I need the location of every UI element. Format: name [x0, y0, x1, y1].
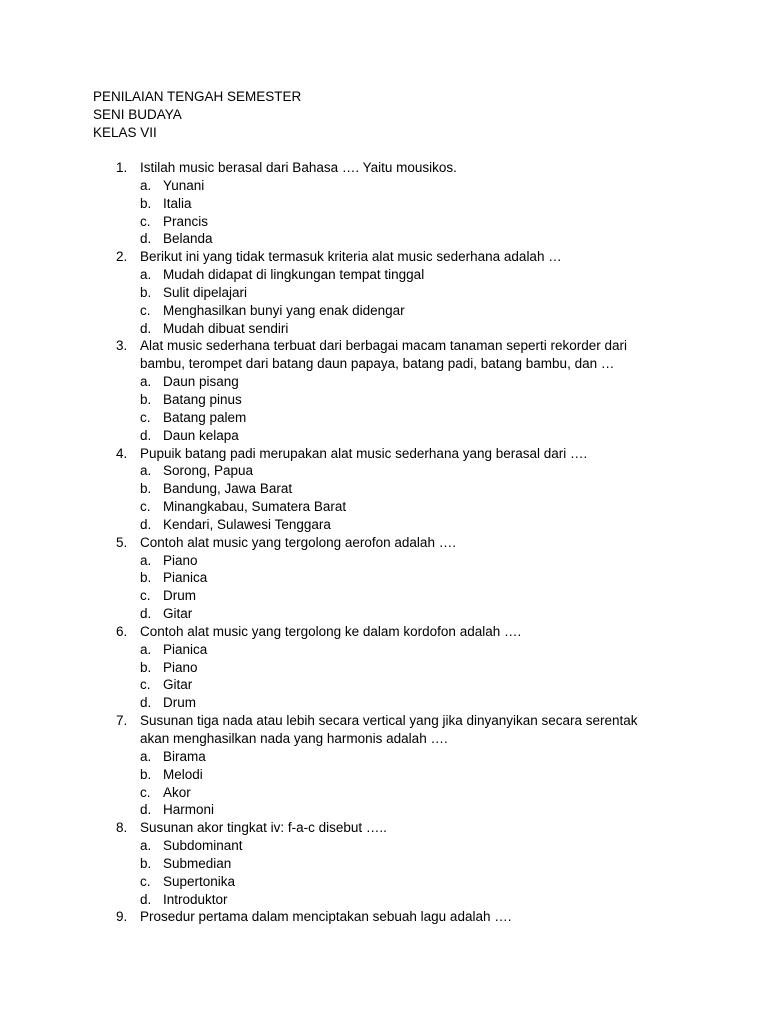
question-list	[0, 159, 768, 926]
question-text	[0, 623, 768, 641]
question-text	[0, 337, 768, 355]
option-text: Yunani	[163, 177, 205, 193]
option-letter: a.	[140, 641, 152, 657]
option-text: Piano	[163, 659, 198, 675]
answer-option	[0, 587, 768, 605]
answer-option	[0, 569, 768, 587]
option-letter: b.	[140, 391, 152, 407]
option-text: Submedian	[163, 855, 232, 871]
option-text: Batang palem	[163, 409, 247, 425]
option-letter: a.	[140, 463, 152, 479]
question-number: 5.	[116, 534, 128, 550]
answer-option	[0, 177, 768, 195]
option-letter: d.	[140, 231, 152, 247]
option-text: Akor	[163, 784, 191, 800]
answer-option	[0, 213, 768, 231]
option-letter: d.	[140, 891, 152, 907]
option-text: Daun kelapa	[163, 427, 239, 443]
option-letter: d.	[140, 695, 152, 711]
question-number: 3.	[116, 338, 128, 354]
question-line: akan menghasilkan nada yang harmonis adalah ….	[140, 731, 448, 746]
option-letter: d.	[140, 320, 152, 336]
question-item	[0, 712, 768, 819]
question-line: bambu, terompet dari batang daun papaya, batang padi, batang bambu, dan …	[140, 356, 615, 372]
option-text: Drum	[163, 695, 196, 711]
answer-option	[0, 605, 768, 623]
answer-option	[0, 391, 768, 409]
question-item	[0, 445, 768, 534]
option-text: Italia	[163, 195, 192, 211]
option-letter: a.	[140, 838, 152, 854]
question-number: 9.	[116, 909, 128, 925]
option-letter: a.	[140, 552, 152, 568]
option-text: Mudah dibuat sendiri	[163, 320, 289, 336]
subject-name: SENI BUDAYA	[93, 107, 182, 122]
question-line: Contoh alat music yang tergolong aerofon adalah ….	[140, 534, 456, 550]
option-text: Gitar	[163, 606, 193, 622]
answer-option	[0, 302, 768, 320]
answer-option	[0, 748, 768, 766]
question-line: Berikut ini yang tidak termasuk kriteria alat music sederhana adalah …	[140, 249, 562, 265]
question-item	[0, 534, 768, 623]
option-text: Batang pinus	[163, 391, 242, 407]
option-letter: b.	[140, 570, 152, 586]
question-item	[0, 819, 768, 908]
option-letter: b.	[140, 659, 152, 675]
question-number: 2.	[116, 249, 128, 265]
question-text	[0, 445, 768, 463]
answer-option	[0, 659, 768, 677]
option-letter: a.	[140, 374, 152, 390]
question-line: Pupuik batang padi merupakan alat music sederhana yang berasal dari ….	[140, 445, 588, 461]
question-item	[0, 159, 768, 248]
question-line: Alat music sederhana terbuat dari berbagai macam tanaman seperti rekorder dari	[140, 338, 628, 354]
question-line: Prosedur pertama dalam menciptakan sebuah lagu adalah ….	[140, 909, 512, 925]
question-line: Istilah music berasal dari Bahasa …. Yaitu mousikos.	[140, 160, 457, 175]
option-text: Sorong, Papua	[163, 463, 254, 479]
option-letter: b.	[140, 481, 152, 497]
option-letter: c.	[140, 677, 151, 693]
option-letter: c.	[140, 588, 151, 604]
option-text: Introduktor	[163, 891, 228, 907]
answer-option	[0, 427, 768, 445]
option-text: Daun pisang	[163, 374, 239, 390]
option-letter: c.	[140, 499, 151, 515]
option-text: Harmoni	[163, 802, 215, 818]
question-text	[0, 159, 768, 177]
answer-option	[0, 801, 768, 819]
answer-option	[0, 552, 768, 570]
option-letter: b.	[140, 284, 152, 300]
question-item	[0, 623, 768, 712]
question-number: 8.	[116, 820, 128, 836]
answer-option	[0, 694, 768, 712]
option-letter: d.	[140, 427, 152, 443]
option-text: Minangkabau, Sumatera Barat	[163, 499, 347, 515]
question-number: 6.	[116, 623, 128, 639]
answer-option	[0, 766, 768, 784]
option-letter: b.	[140, 195, 152, 211]
option-text: Pianica	[163, 641, 208, 657]
option-letter: a.	[140, 177, 152, 193]
option-letter: c.	[140, 213, 151, 229]
answer-option	[0, 784, 768, 802]
exam-header	[93, 88, 301, 142]
answer-option	[0, 373, 768, 391]
option-text: Bandung, Jawa Barat	[163, 481, 293, 497]
option-text: Subdominant	[163, 838, 243, 854]
option-text: Pianica	[163, 570, 208, 586]
answer-option	[0, 873, 768, 891]
answer-option	[0, 284, 768, 302]
option-letter: c.	[140, 873, 151, 889]
answer-option	[0, 320, 768, 338]
option-letter: a.	[140, 267, 152, 283]
question-item	[0, 908, 768, 926]
option-text: Kendari, Sulawesi Tenggara	[163, 516, 331, 532]
question-number: 7.	[116, 713, 128, 729]
answer-option	[0, 837, 768, 855]
answer-option	[0, 641, 768, 659]
question-line: Contoh alat music yang tergolong ke dalam kordofon adalah ….	[140, 623, 522, 639]
option-text: Belanda	[163, 231, 213, 247]
option-text: Piano	[163, 552, 198, 568]
question-text	[0, 730, 768, 748]
option-text: Drum	[163, 588, 196, 604]
answer-option	[0, 266, 768, 284]
option-text: Sulit dipelajari	[163, 284, 248, 300]
option-letter: a.	[140, 748, 152, 764]
question-line: Susunan akor tingkat iv: f-a-c disebut …..	[140, 820, 387, 836]
option-letter: d.	[140, 606, 152, 622]
option-text: Birama	[163, 748, 206, 764]
option-letter: d.	[140, 516, 152, 532]
question-number: 1.	[116, 160, 128, 175]
option-letter: c.	[140, 784, 151, 800]
option-text: Gitar	[163, 677, 193, 693]
question-text	[0, 534, 768, 552]
question-line: Susunan tiga nada atau lebih secara vertical yang jika dinyanyikan secara serentak	[140, 713, 638, 729]
question-text	[0, 712, 768, 730]
option-text: Melodi	[163, 766, 203, 782]
answer-option	[0, 498, 768, 516]
answer-option	[0, 891, 768, 909]
exam-title: PENILAIAN TENGAH SEMESTER	[93, 89, 302, 104]
class-level: KELAS VII	[93, 125, 157, 140]
question-text	[0, 355, 768, 373]
question-text	[0, 908, 768, 926]
option-text: Menghasilkan bunyi yang enak didengar	[163, 302, 405, 318]
option-letter: d.	[140, 802, 152, 818]
answer-option	[0, 409, 768, 427]
answer-option	[0, 516, 768, 534]
option-letter: c.	[140, 409, 151, 425]
answer-option	[0, 480, 768, 498]
option-letter: b.	[140, 766, 152, 782]
answer-option	[0, 855, 768, 873]
question-text	[0, 248, 768, 266]
question-number: 4.	[116, 445, 128, 461]
answer-option	[0, 230, 768, 248]
answer-option	[0, 676, 768, 694]
option-letter: b.	[140, 855, 152, 871]
question-item	[0, 248, 768, 337]
option-text: Mudah didapat di lingkungan tempat tinggal	[163, 267, 425, 283]
question-text	[0, 819, 768, 837]
question-item	[0, 337, 768, 444]
answer-option	[0, 195, 768, 213]
answer-option	[0, 462, 768, 480]
option-text: Supertonika	[163, 873, 236, 889]
option-text: Prancis	[163, 213, 209, 229]
option-letter: c.	[140, 302, 151, 318]
